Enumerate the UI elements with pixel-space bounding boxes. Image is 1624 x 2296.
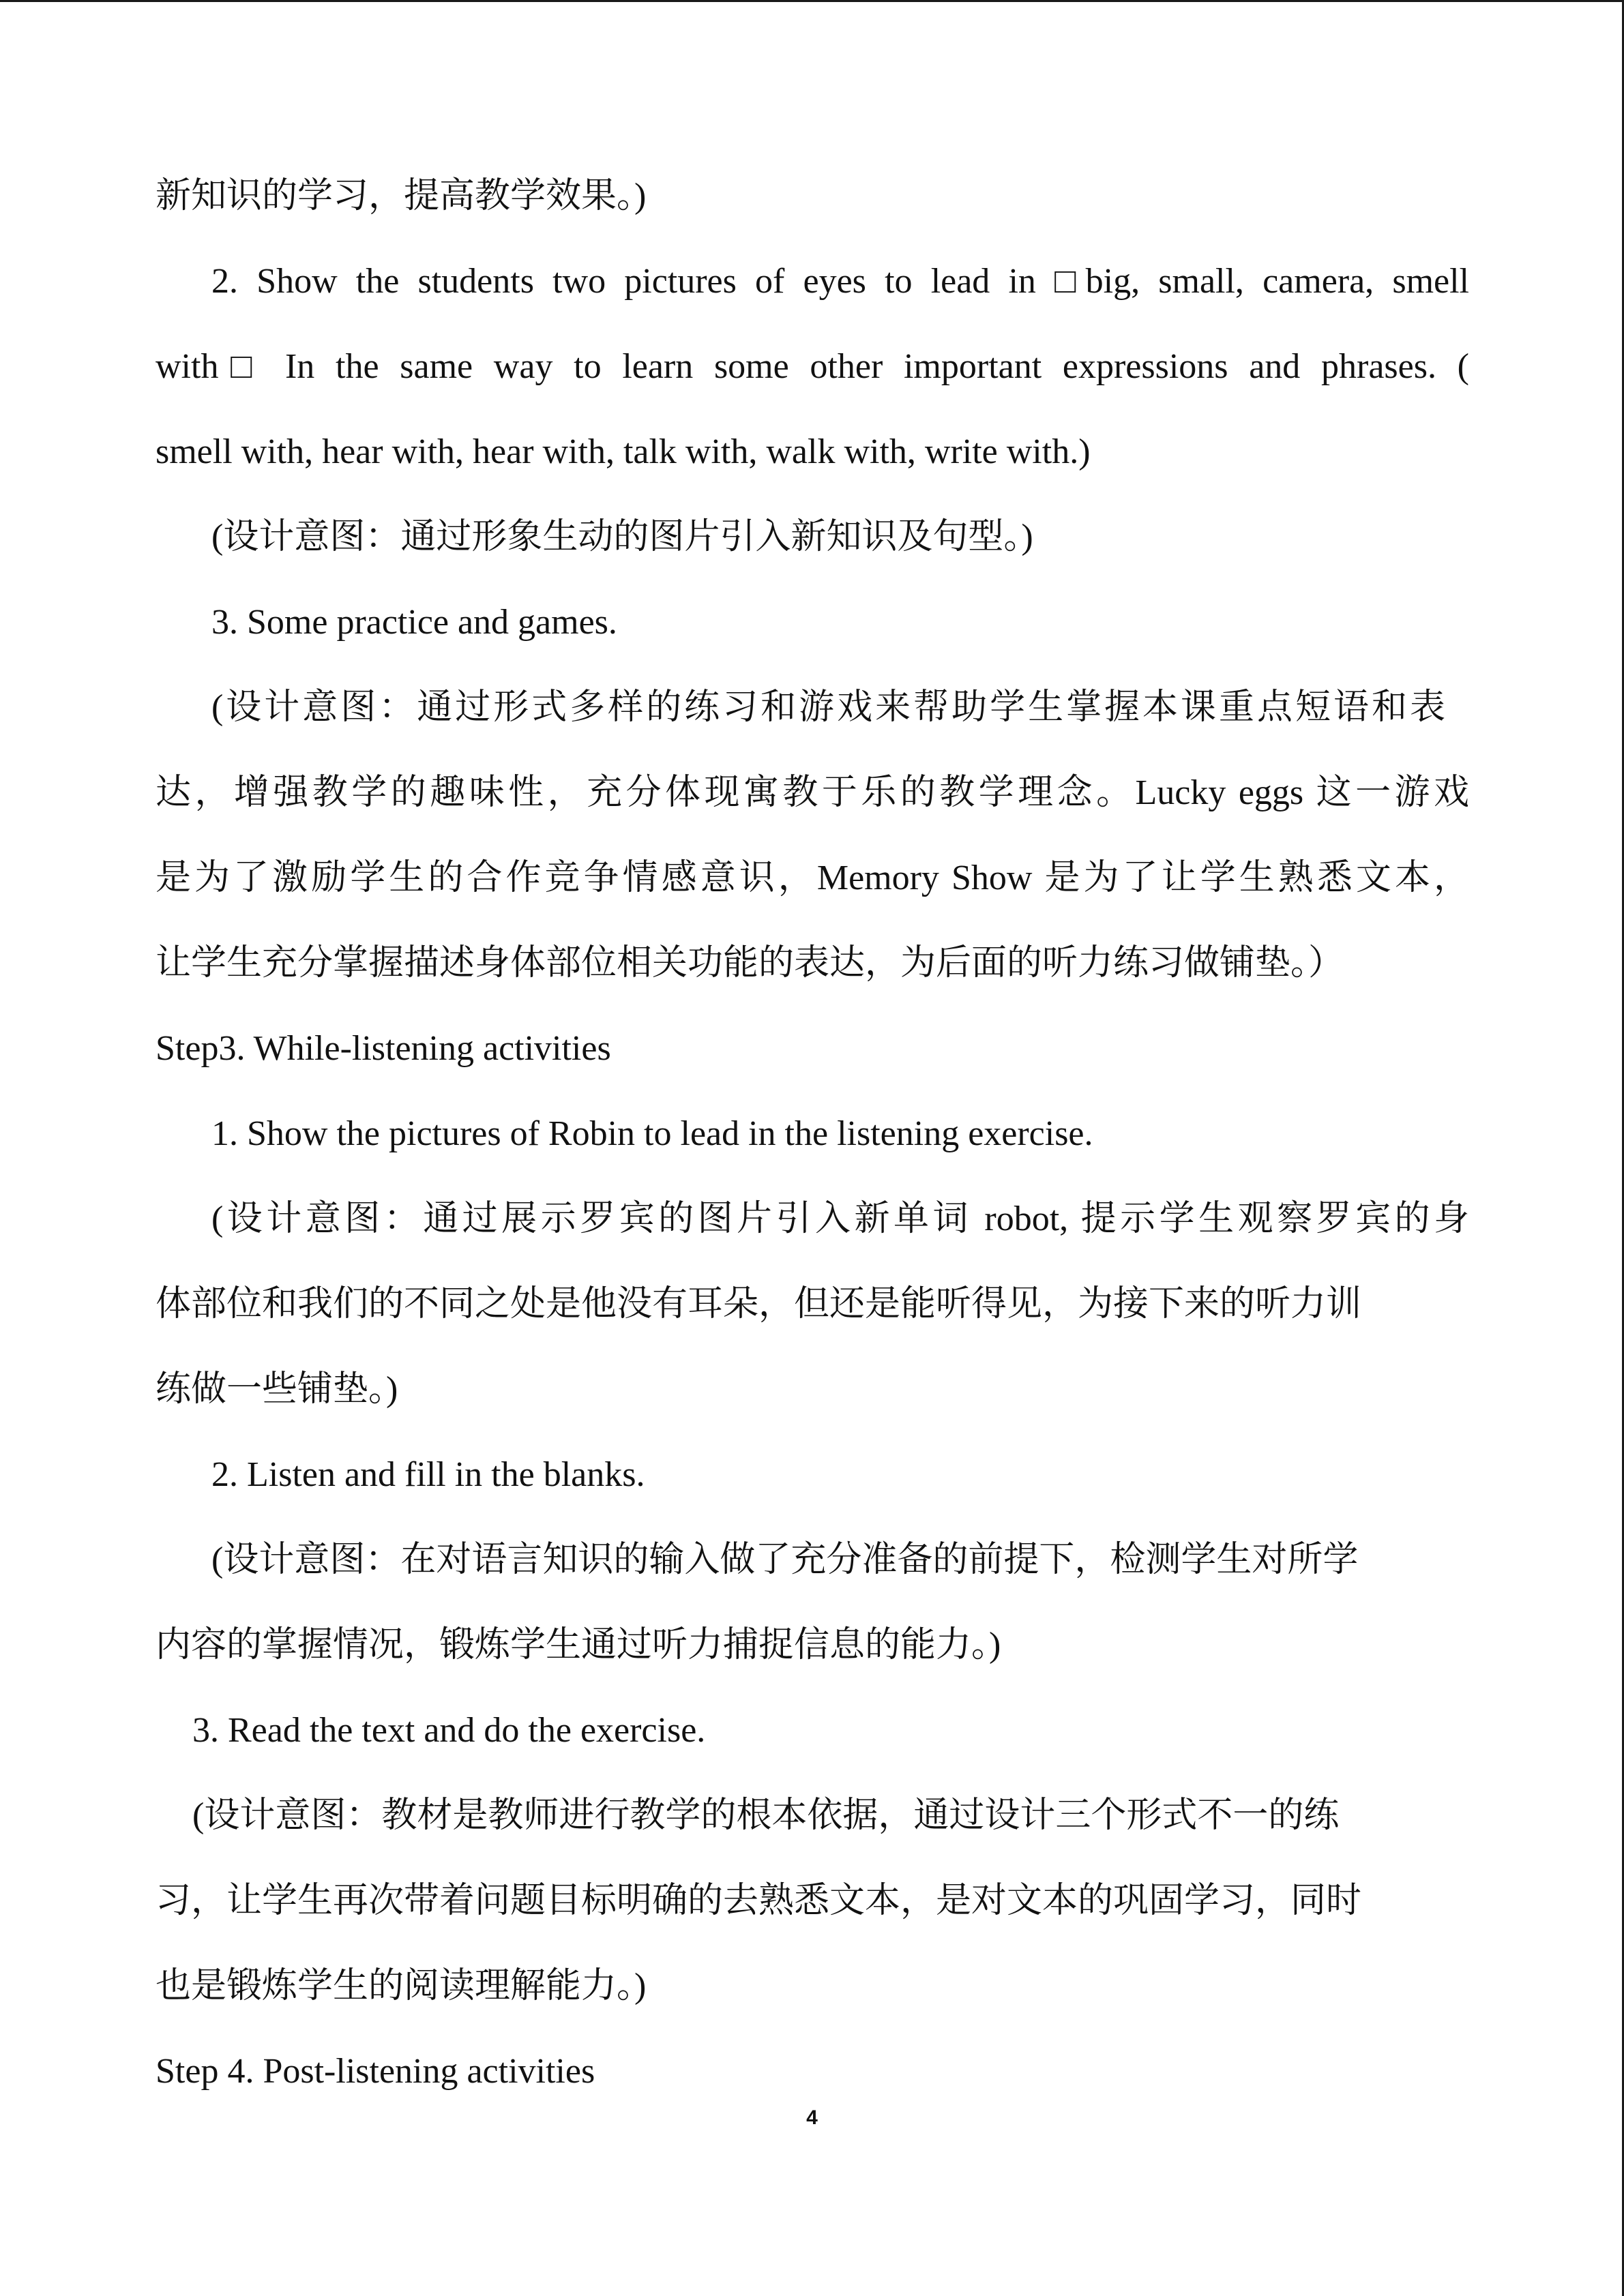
list-item: 3. Some practice and games. [211,603,617,642]
section-heading: Step 4. Post-listening activities [156,2052,595,2091]
paragraph-line: smell with, hear with, hear with, talk with, walk with, write with.) [156,432,1091,471]
page-number: 4 [806,2106,818,2129]
paragraph-line: 达，增强教学的趣味性，充分体现寓教于乐的教学理念。Lucky eggs 这一游戏 [156,773,1469,812]
paragraph-line: 新知识的学习，提高教学效果。) [156,177,647,215]
paragraph-line: with□ In the same way to learn some other important expressions and phrases. ( [156,347,1469,386]
list-item: 2. Listen and fill in the blanks. [211,1455,645,1494]
paragraph-line: 练做一些铺垫。) [156,1370,398,1409]
design-intent-note: (设计意图：教材是教师进行教学的根本依据，通过设计三个形式不一的练 [192,1796,1340,1835]
design-intent-note: (设计意图：通过形式多样的练习和游戏来帮助学生掌握本课重点短语和表 [211,688,1445,727]
list-item: 3. Read the text and do the exercise. [192,1711,706,1750]
paragraph-line: 也是锻炼学生的阅读理解能力。) [156,1967,647,2006]
paragraph-line: 2. Show the students two pictures of eyes to lead in □big, small, camera, smell [211,262,1469,301]
design-intent-note: (设计意图：通过形象生动的图片引入新知识及句型。) [211,518,1033,556]
paragraph-line: 让学生充分掌握描述身体部位相关功能的表达，为后面的听力练习做铺垫。） [156,944,1344,983]
design-intent-note: (设计意图：通过展示罗宾的图片引入新单词 robot, 提示学生观察罗宾的身 [211,1199,1469,1238]
paragraph-line: 体部位和我们的不同之处是他没有耳朵，但还是能听得见，为接下来的听力训 [156,1285,1362,1324]
design-intent-note: (设计意图：在对语言知识的输入做了充分准备的前提下，检测学生对所学 [211,1540,1359,1579]
paragraph-line: 习，让学生再次带着问题目标明确的去熟悉文本，是对文本的巩固学习，同时 [156,1881,1362,1920]
paragraph-line: 是为了激励学生的合作竞争情感意识，Memory Show 是为了让学生熟悉文本， [156,859,1469,897]
list-item: 1. Show the pictures of Robin to lead in the listening exercise. [211,1114,1093,1153]
paragraph-line: 内容的掌握情况，锻炼学生通过听力捕捉信息的能力。) [156,1626,1001,1665]
section-heading: Step3. While-listening activities [156,1029,611,1068]
